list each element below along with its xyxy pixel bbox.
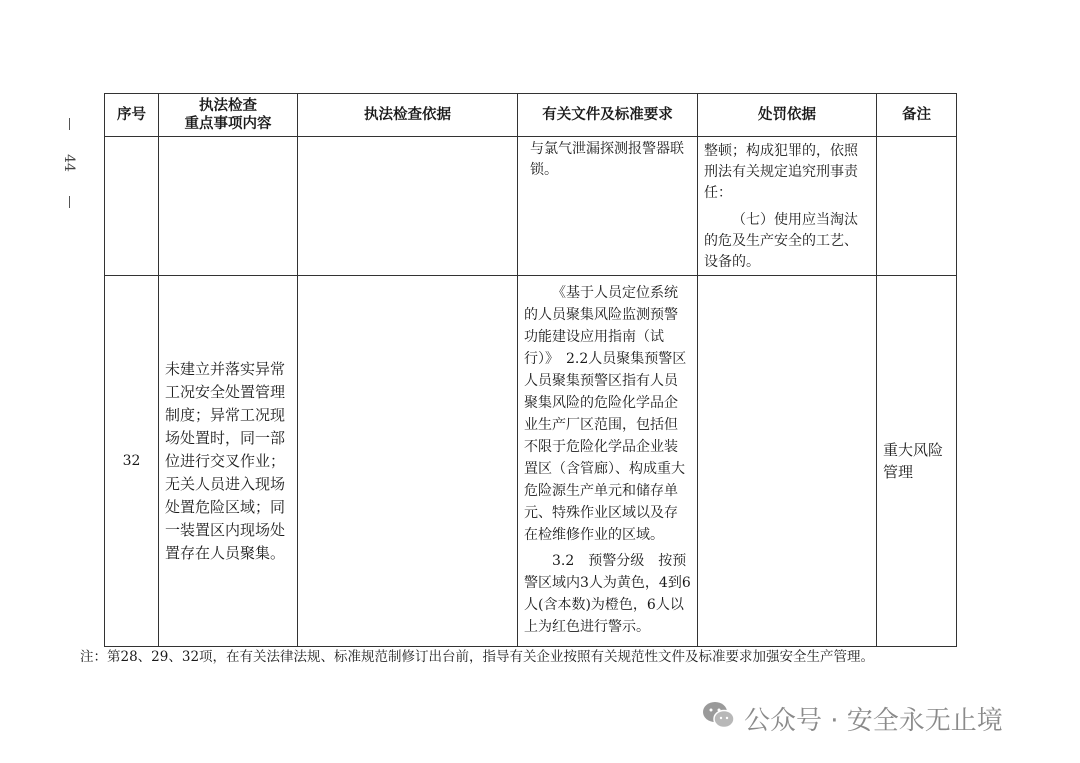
row2-item-cell [159,276,298,647]
row2-penalty-cell [698,276,877,647]
header-item-line1: 执法检查 [199,97,257,114]
row2-standards-p2: 3.2 预警分级 按预警区域内3人为黄色，4到6人(含本数)为橙色，6人以上为红色进行警示。 [524,553,691,635]
row2-seq-cell [105,276,159,647]
page-number [56,118,82,208]
row2-penalty [698,276,876,280]
table-row [105,137,957,276]
row2-seq: 32 [122,452,141,469]
row2-remarks: 重大风险管理 [883,441,944,481]
row2-item: 未建立并落实异常工况安全处置管理制度；异常工况现场处置时，同一部位进行交叉作业；无关人员进入现场处置危险区域；同一装置区内现场处置存在人员聚集。 [165,359,286,562]
header-remarks: 备注 [877,94,957,137]
row1-item-cell [159,137,298,276]
row1-penalty-p2: （七）使用应当淘汰的危及生产安全的工艺、设备的。 [704,212,858,270]
row1-remarks [877,137,956,141]
watermark [702,700,1003,736]
row1-seq-cell [105,137,159,276]
row1-penalty-p1: 整顿；构成犯罪的，依照刑法有关规定追究刑事责任： [704,143,858,201]
header-standards: 有关文件及标准要求 [518,94,698,137]
header-seq: 序号 [105,94,159,137]
header-item-line2: 重点事项内容 [184,115,272,132]
row1-basis [298,137,517,141]
row2-basis-cell [298,276,518,647]
header-penalty: 处罚依据 [698,94,877,137]
row1-remarks-cell [877,137,957,276]
page-number-value: 44 [60,154,77,172]
header-item [159,94,298,137]
footnote: 注：第28、29、32项，在有关法律法规、标准规范制修订出台前，指导有关企业按照有关规范性文件及标准要求加强安全生产管理。 [80,649,875,665]
row1-penalty-cell [698,137,877,276]
row2-basis [298,276,517,280]
header-basis: 执法检查依据 [298,94,518,137]
row1-basis-cell [298,137,518,276]
row1-item [159,137,297,141]
row1-seq [105,137,158,141]
row2-standards-p1: 《基于人员定位系统的人员聚集风险监测预警功能建设应用指南（试行）》 2.2人员聚集预警区 人员聚集预警区指有人员聚集风险的危险化学品企业生产厂区范围，包括但不限于危险化学品企业装置区（含管廊）、构成重大危险源生产单元和储存单元、特殊作业区域以及存在检维修作业的区域。 [524,285,701,543]
row2-remarks-cell [877,276,957,647]
row2-standards-cell [518,276,701,647]
page-number-dash-bottom [69,196,70,208]
enforcement-table [104,93,957,647]
page-number-dash-top [69,118,70,130]
table-header-row [105,94,957,137]
wechat-icon [702,700,736,737]
row1-standards: 与氯气泄漏探测报警器联锁。 [530,141,684,178]
watermark-text: 公众号 · 安全永无止境 [744,705,1003,736]
table-row [105,276,957,647]
row1-standards-cell [518,137,698,276]
